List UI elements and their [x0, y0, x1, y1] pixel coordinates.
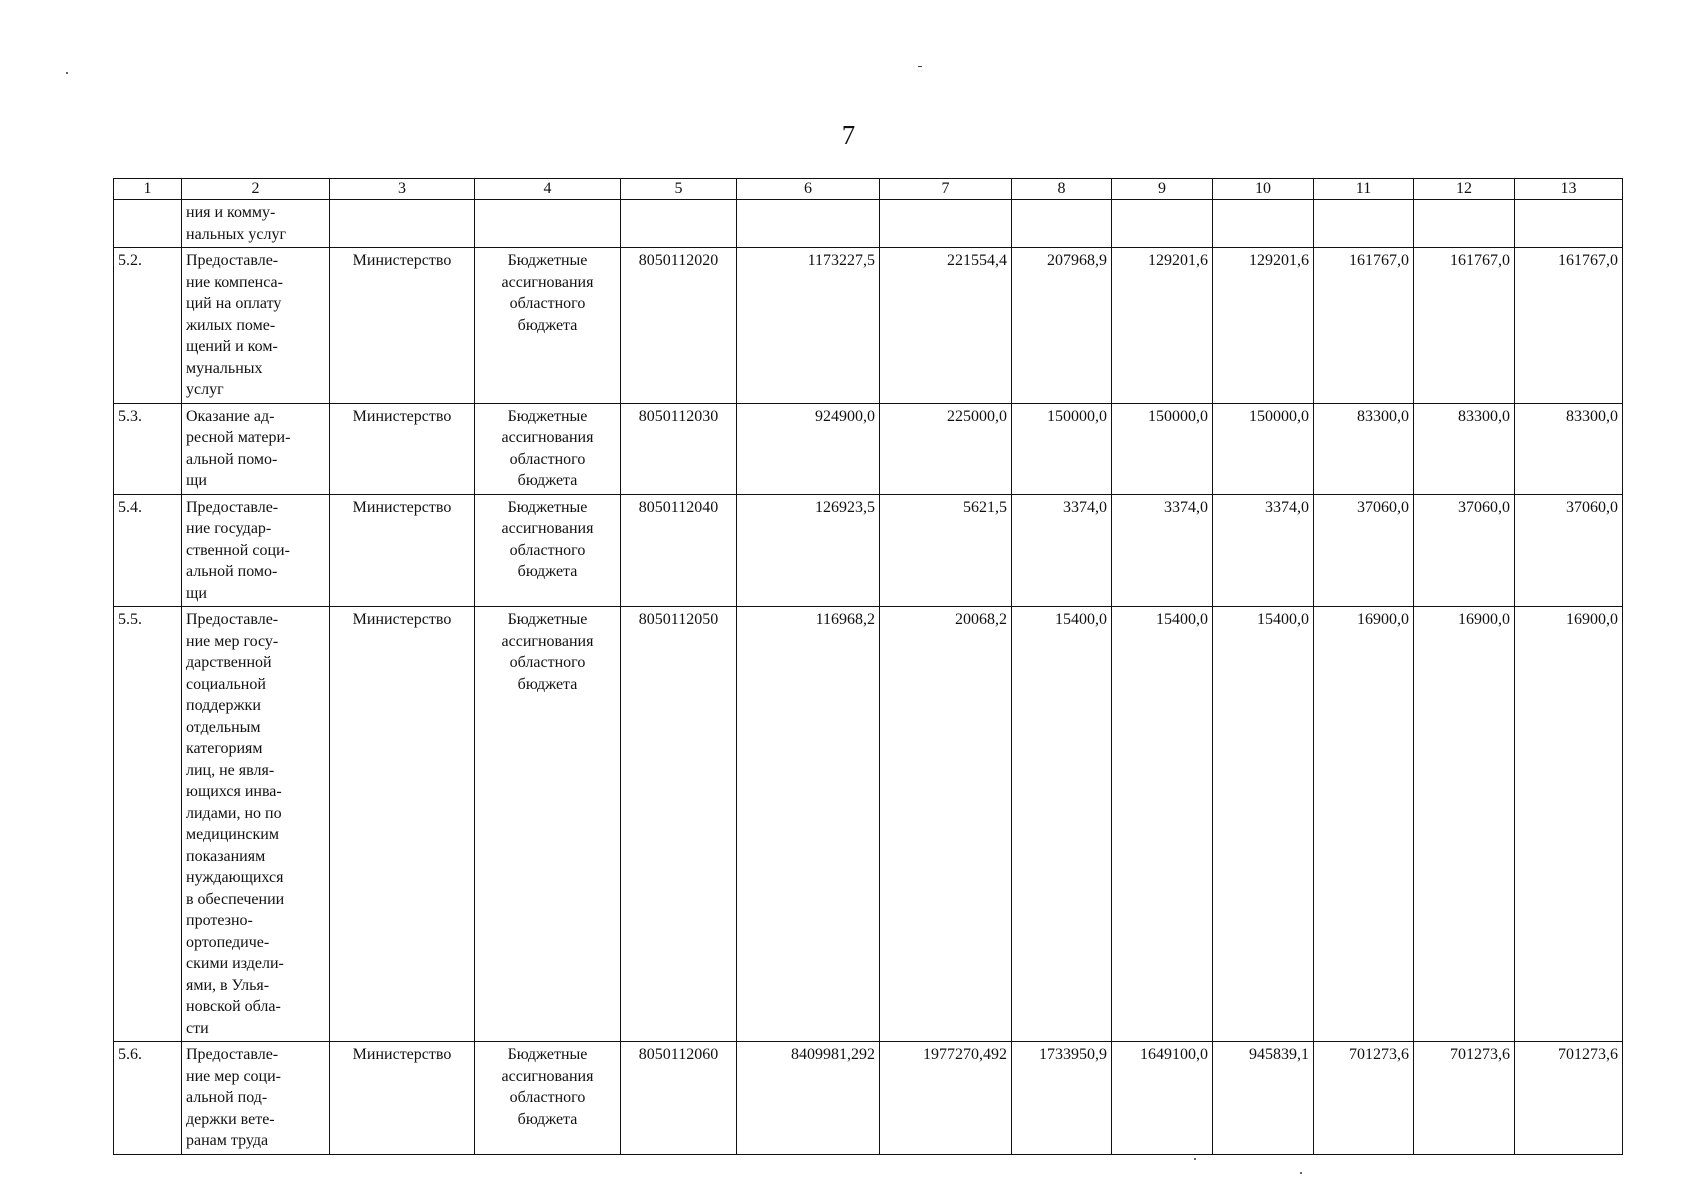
description-line: поддержки [186, 697, 261, 714]
funding-source [475, 607, 621, 1042]
table-row [114, 403, 1623, 494]
description-line: категориям [186, 740, 263, 757]
funding-source [475, 494, 621, 607]
budget-code: 8050112060 [621, 1042, 737, 1155]
table-row [114, 607, 1623, 1042]
source-line: бюджета [517, 1110, 578, 1128]
header-cell: 1 [114, 179, 182, 200]
funding-source [475, 200, 621, 248]
amount-cell: 945839,1 [1213, 1042, 1314, 1155]
responsible-ministry: Министерство [330, 403, 475, 494]
description-line: Предоставле- [186, 611, 279, 628]
header-cell: 9 [1112, 179, 1213, 200]
amount-cell: 924900,0 [737, 403, 880, 494]
amount-cell [880, 200, 1012, 248]
description-line: ние мер госу- [186, 632, 279, 650]
funding-source [475, 403, 621, 494]
description-line: Предоставле- [186, 1046, 279, 1063]
description-line: услуг [186, 381, 224, 398]
description-line: ранам труда [186, 1132, 269, 1149]
amount-cell [1112, 200, 1213, 248]
measure-description [182, 607, 330, 1042]
header-cell: 12 [1414, 179, 1515, 200]
description-line: протезно- [186, 912, 253, 929]
source-line: ассигнования [501, 429, 594, 446]
source-line: ассигнования [501, 632, 594, 650]
source-line: ассигнования [501, 1067, 594, 1085]
description-line: лидами, но по [186, 804, 282, 822]
amount-cell: 3374,0 [1213, 494, 1314, 607]
description-line: щи [186, 584, 207, 602]
amount-cell: 15400,0 [1112, 607, 1213, 1042]
row-number: 5.4. [114, 494, 182, 607]
description-line: отдельным [186, 718, 261, 736]
source-line: Бюджетные [507, 611, 588, 628]
header-cell: 13 [1515, 179, 1623, 200]
header-cell: 6 [737, 179, 880, 200]
budget-code: 8050112020 [621, 248, 737, 404]
description-line: альной под- [186, 1089, 268, 1106]
amount-cell [1414, 200, 1515, 248]
row-number: 5.6. [114, 1042, 182, 1155]
amount-cell [1314, 200, 1414, 248]
measure-description [182, 494, 330, 607]
amount-cell: 150000,0 [1112, 403, 1213, 494]
header-cell: 8 [1012, 179, 1112, 200]
description-line: Оказание ад- [186, 407, 275, 425]
description-line: в обеспечении [186, 890, 285, 908]
table-row [114, 248, 1623, 404]
amount-cell: 83300,0 [1414, 403, 1515, 494]
amount-cell: 5621,5 [880, 494, 1012, 607]
responsible-ministry [330, 200, 475, 248]
amount-cell: 701273,6 [1515, 1042, 1623, 1155]
amount-cell: 116968,2 [737, 607, 880, 1042]
source-line: бюджета [517, 563, 578, 580]
budget-code [621, 200, 737, 248]
scan-speck [66, 72, 68, 74]
header-cell: 10 [1213, 179, 1314, 200]
source-line: Бюджетные [507, 1046, 588, 1063]
measure-description [182, 248, 330, 404]
source-line: ассигнования [501, 273, 594, 291]
amount-cell [737, 200, 880, 248]
row-number: 5.2. [114, 248, 182, 404]
table-row [114, 200, 1623, 248]
amount-cell: 701273,6 [1414, 1042, 1515, 1155]
description-line: мунальных [186, 359, 263, 377]
amount-cell: 37060,0 [1414, 494, 1515, 607]
budget-code: 8050112050 [621, 607, 737, 1042]
description-line: показаниям [186, 847, 266, 865]
description-line: ций на оплату [186, 295, 282, 312]
description-line: ния и комму- [186, 204, 276, 221]
measure-description [182, 200, 330, 248]
description-line: нуждающихся [186, 869, 284, 886]
budget-table [113, 178, 1623, 1155]
description-line: альной помо- [186, 450, 278, 468]
header-cell: 4 [475, 179, 621, 200]
amount-cell: 1173227,5 [737, 248, 880, 404]
amount-cell [1213, 200, 1314, 248]
source-line: ассигнования [501, 520, 594, 537]
source-line: областного [509, 1089, 586, 1106]
description-line: держки вете- [186, 1110, 275, 1128]
description-line: нальных услуг [186, 225, 287, 243]
description-line: новской обла- [186, 998, 281, 1015]
scan-speck [1300, 1172, 1302, 1174]
budget-code: 8050112030 [621, 403, 737, 494]
amount-cell: 8409981,292 [737, 1042, 880, 1155]
description-line: ресной матери- [186, 429, 291, 446]
header-cell: 2 [182, 179, 330, 200]
responsible-ministry: Министерство [330, 248, 475, 404]
amount-cell: 83300,0 [1314, 403, 1414, 494]
responsible-ministry: Министерство [330, 1042, 475, 1155]
table-row [114, 1042, 1623, 1155]
row-number: 5.5. [114, 607, 182, 1042]
header-row [114, 179, 1623, 200]
amount-cell: 1977270,492 [880, 1042, 1012, 1155]
amount-cell: 129201,6 [1112, 248, 1213, 404]
amount-cell: 129201,6 [1213, 248, 1314, 404]
description-line: ортопедиче- [186, 933, 270, 951]
amount-cell: 37060,0 [1314, 494, 1414, 607]
description-line: жилых поме- [186, 316, 276, 334]
amount-cell: 1649100,0 [1112, 1042, 1213, 1155]
row-number [114, 200, 182, 248]
source-line: областного [509, 654, 586, 671]
amount-cell: 16900,0 [1414, 607, 1515, 1042]
description-line: медицинским [186, 826, 279, 843]
description-line: сти [186, 1019, 209, 1037]
amount-cell: 701273,6 [1314, 1042, 1414, 1155]
measure-description [182, 403, 330, 494]
amount-cell [1515, 200, 1623, 248]
amount-cell: 1733950,9 [1012, 1042, 1112, 1155]
header-cell: 3 [330, 179, 475, 200]
description-line: скими издели- [186, 955, 284, 972]
amount-cell: 225000,0 [880, 403, 1012, 494]
scan-speck [1194, 1158, 1196, 1160]
source-line: областного [509, 450, 586, 468]
row-number: 5.3. [114, 403, 182, 494]
amount-cell: 83300,0 [1515, 403, 1623, 494]
description-line: ственной соци- [186, 541, 290, 559]
header-cell: 5 [621, 179, 737, 200]
description-line: лиц, не явля- [186, 761, 275, 779]
description-line: ющихся инва- [186, 783, 282, 800]
responsible-ministry: Министерство [330, 494, 475, 607]
source-line: областного [509, 295, 586, 312]
description-line: Предоставле- [186, 252, 279, 269]
description-line: ние компенса- [186, 273, 283, 291]
scan-speck [918, 66, 922, 67]
description-line: ние мер соци- [186, 1067, 282, 1085]
responsible-ministry: Министерство [330, 607, 475, 1042]
amount-cell [1012, 200, 1112, 248]
description-line: Предоставле- [186, 498, 279, 516]
funding-source [475, 1042, 621, 1155]
header-cell: 11 [1314, 179, 1414, 200]
source-line: бюджета [517, 675, 578, 693]
amount-cell: 37060,0 [1515, 494, 1623, 607]
source-line: бюджета [517, 472, 578, 489]
amount-cell: 126923,5 [737, 494, 880, 607]
table-row [114, 494, 1623, 607]
budget-code: 8050112040 [621, 494, 737, 607]
amount-cell: 207968,9 [1012, 248, 1112, 404]
description-line: социальной [186, 675, 266, 693]
amount-cell: 16900,0 [1314, 607, 1414, 1042]
description-line: щений и ком- [186, 338, 278, 355]
description-line: ние государ- [186, 520, 272, 537]
header-cell: 7 [880, 179, 1012, 200]
source-line: Бюджетные [507, 498, 588, 516]
source-line: Бюджетные [507, 407, 588, 425]
page-number: 7 [841, 120, 856, 150]
amount-cell: 15400,0 [1213, 607, 1314, 1042]
measure-description [182, 1042, 330, 1155]
source-line: областного [509, 541, 586, 559]
amount-cell: 161767,0 [1414, 248, 1515, 404]
amount-cell: 150000,0 [1213, 403, 1314, 494]
description-line: альной помо- [186, 563, 278, 580]
description-line: дарственной [186, 654, 272, 671]
amount-cell: 16900,0 [1515, 607, 1623, 1042]
amount-cell: 161767,0 [1515, 248, 1623, 404]
amount-cell: 15400,0 [1012, 607, 1112, 1042]
amount-cell: 150000,0 [1012, 403, 1112, 494]
source-line: бюджета [517, 316, 578, 334]
amount-cell: 3374,0 [1112, 494, 1213, 607]
amount-cell: 20068,2 [880, 607, 1012, 1042]
source-line: Бюджетные [507, 252, 588, 269]
funding-source [475, 248, 621, 404]
amount-cell: 3374,0 [1012, 494, 1112, 607]
description-line: щи [186, 472, 207, 489]
amount-cell: 221554,4 [880, 248, 1012, 404]
amount-cell: 161767,0 [1314, 248, 1414, 404]
description-line: ями, в Улья- [186, 976, 270, 994]
